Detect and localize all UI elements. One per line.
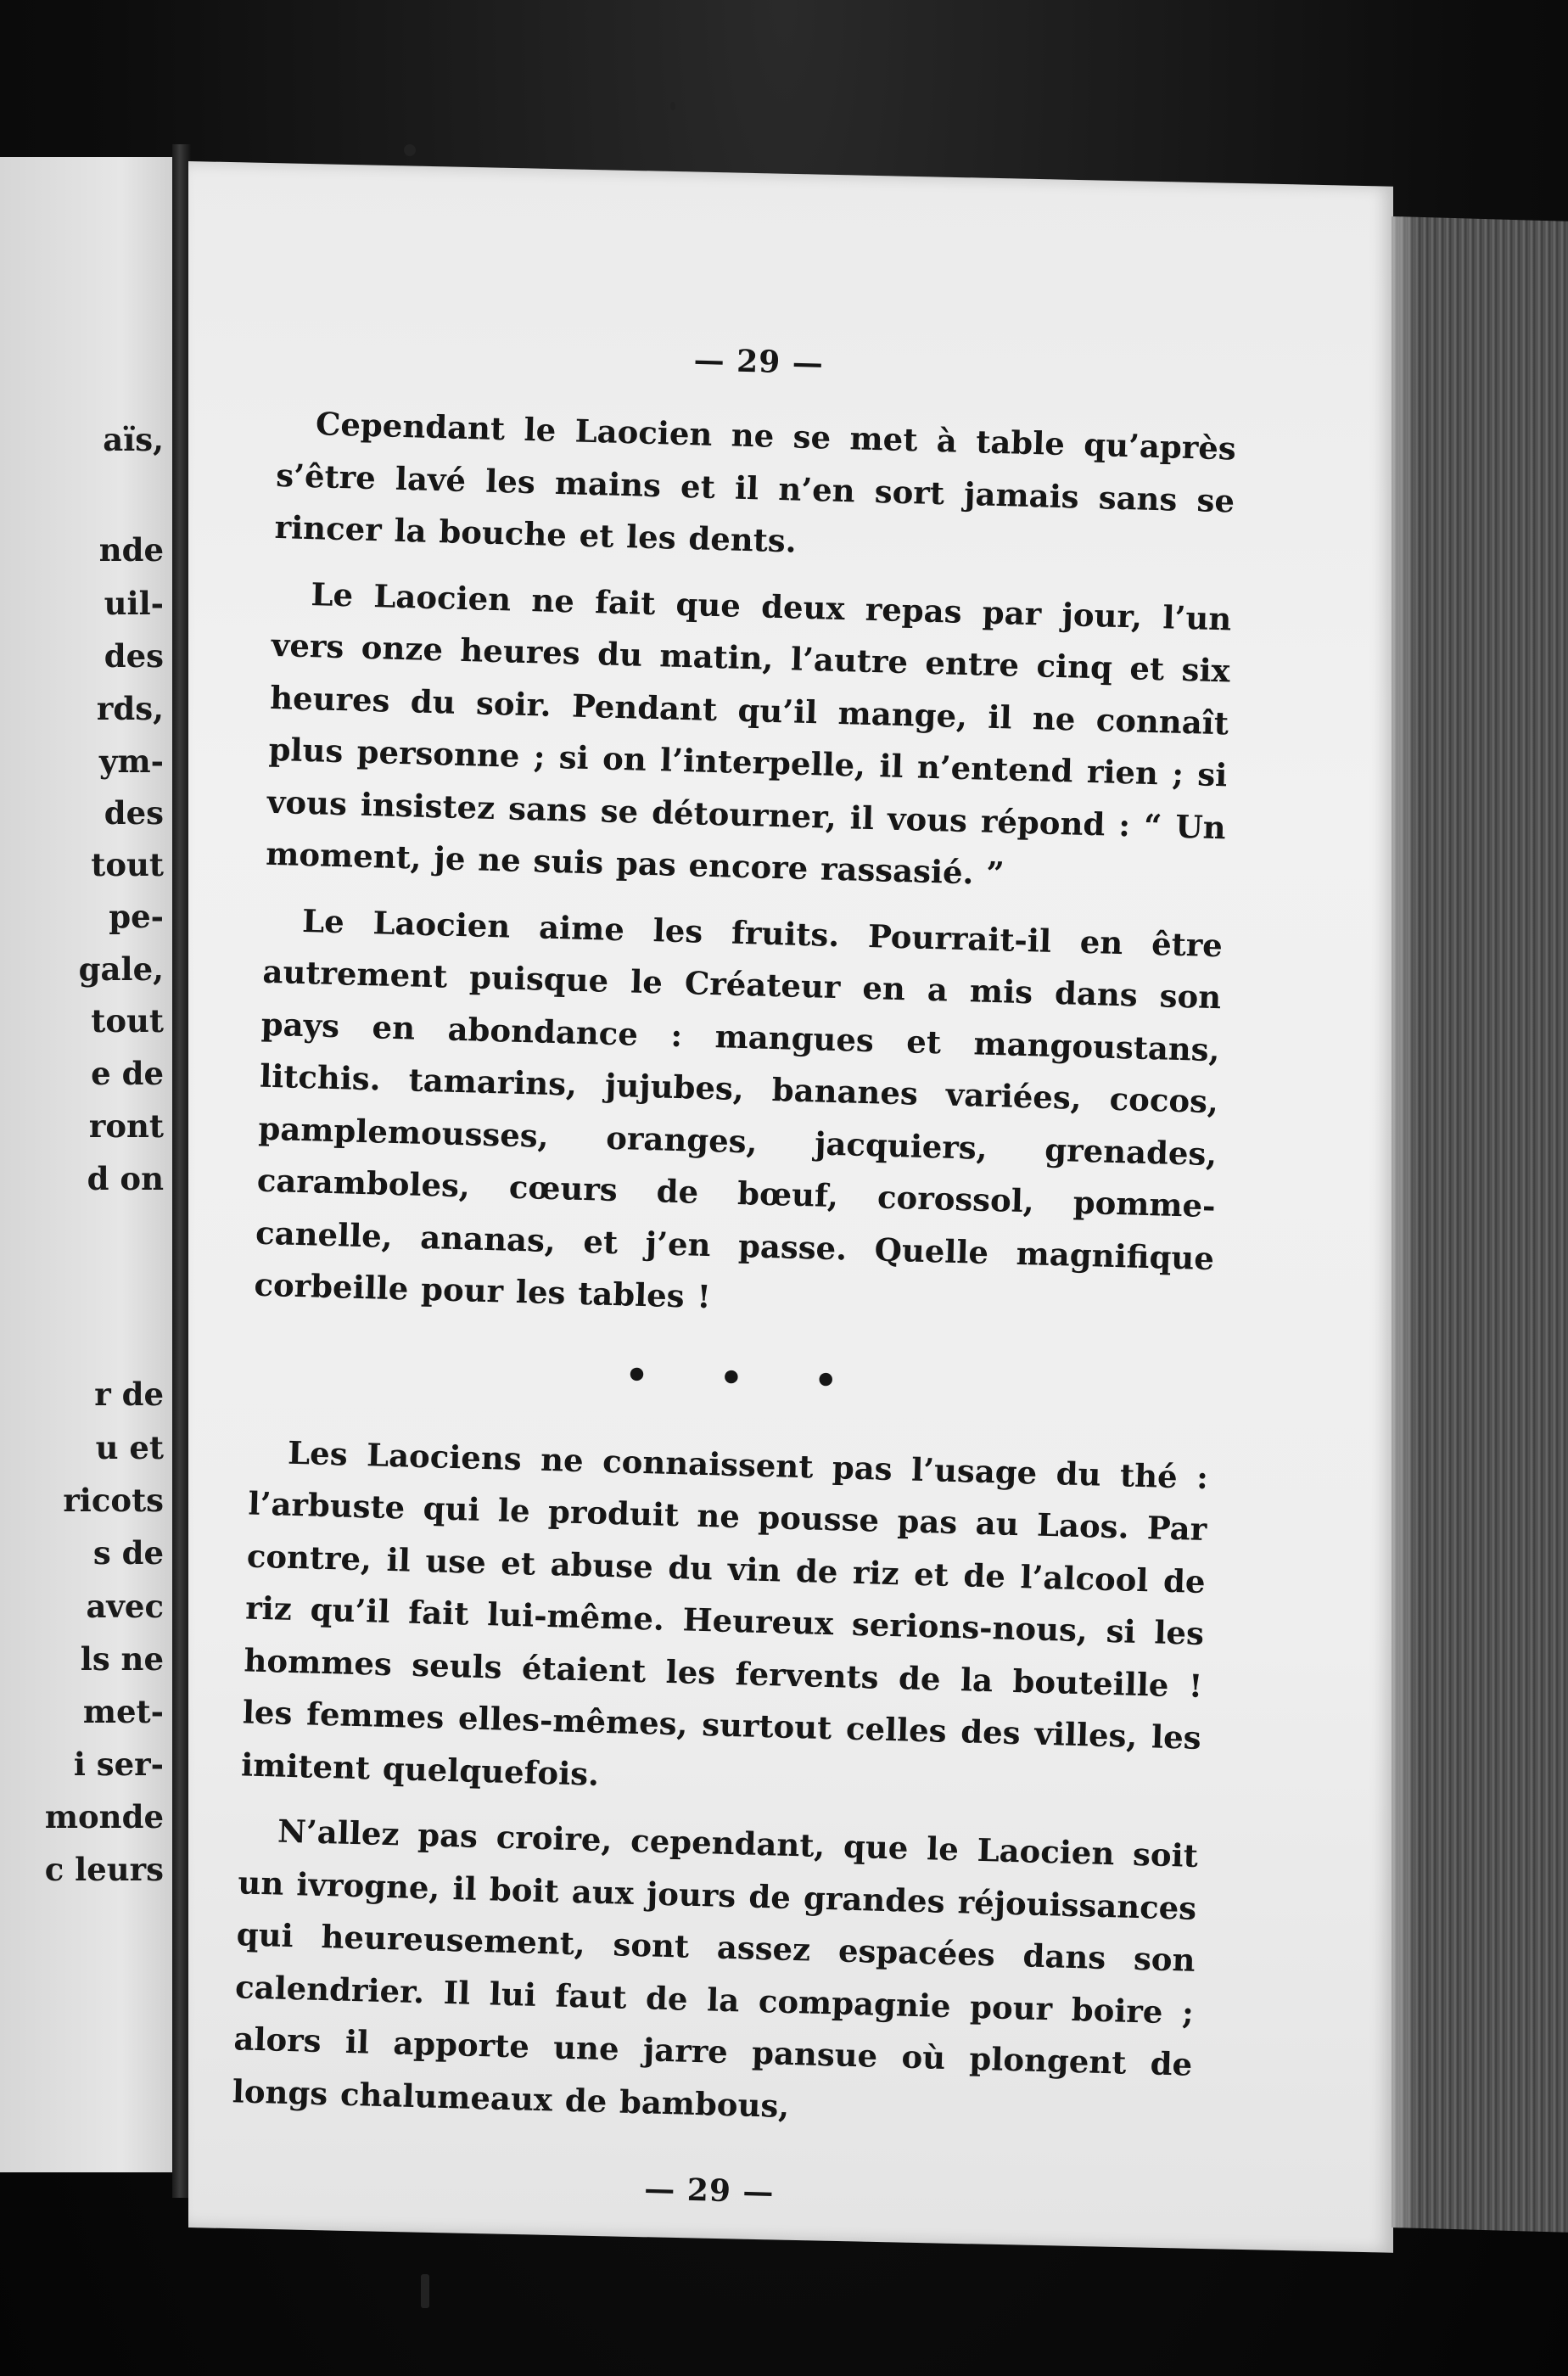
page-edges	[1392, 216, 1568, 2233]
paragraph: N’allez pas croire, cependant, que le Laocien soit un ivrogne, il boit aux jours de grandes réjouissances qui heureusement, sont assez espacées dans son calendrier. Il lui faut de la compagnie pour boire ; alors il apporte une jarre pansue où plongent de longs chalumeaux de bambous,	[232, 1812, 1199, 2125]
left-page-line: avec	[86, 1588, 164, 1625]
page-number-top: — 29 —	[693, 342, 825, 382]
left-page-line: ls ne	[80, 1640, 164, 1678]
left-page-line: s de	[92, 1534, 164, 1572]
left-page-line: aïs,	[103, 421, 164, 458]
left-page-line: tout	[91, 846, 164, 883]
left-page-line: d on	[87, 1160, 164, 1197]
left-page-line: gale,	[78, 950, 164, 988]
left-page-line: monde	[44, 1798, 164, 1835]
left-page-line: ym-	[98, 742, 164, 780]
page-text-block	[230, 331, 1239, 2222]
left-page-line: i ser-	[73, 1746, 164, 1783]
left-page-line: ricots	[63, 1482, 164, 1519]
left-page-line: ront	[88, 1107, 164, 1145]
left-page-line: nde	[98, 531, 164, 569]
paragraph: Les Laociens ne connaissent pas l’usage du thé : l’arbuste qui le produit ne pousse pas au Laos. Par contre, il use et abuse du vin de riz et de l’alcool de riz qu’il fait lui-même. Heureux serions-nous, si les hommes seuls étaient les fervents de la bouteille ! les femmes elles-mêmes, surtout celles des villes, les imitent quelquefois.	[240, 1433, 1209, 1793]
left-page-line: rds,	[96, 690, 164, 727]
left-page-line: pe-	[109, 898, 164, 935]
left-page-line: uil-	[104, 585, 164, 622]
section-separator: • • •	[624, 1353, 867, 1404]
left-page-line: des	[104, 794, 164, 832]
scan-speck	[404, 144, 416, 156]
left-page-fragment	[0, 157, 174, 2172]
scan-speck	[585, 8, 592, 19]
left-page-line: met-	[82, 1693, 164, 1730]
left-page-line: e de	[91, 1055, 164, 1092]
page-edge-highlight	[1392, 216, 1417, 2228]
scan-speck	[421, 2274, 429, 2308]
left-page-line: c leurs	[44, 1851, 164, 1888]
paragraph: Le Laocien aime les fruits. Pourrait-il en être autrement puisque le Créateur en a mis dans son pays en abondance : mangues et mangoustans, litchis. tamarins, jujubes, bananes variées, cocos, pamplemousses, oranges, jacquiers, grenades, caramboles, cœurs de bœuf, corossol, pomme-canelle, ananas, et j’en passe. Quelle magnifique corbeille pour les tables !	[254, 901, 1224, 1316]
scan-speck	[670, 102, 675, 110]
paragraph: Le Laocien ne fait que deux repas par jour, l’un vers onze heures du matin, l’autre entre cinq et six heures du soir. Pendant qu’il mange, il ne connaît plus personne ; si on l’interpelle, il n’entend rien ; si vous insistez sans se détourner, il vous répond : “ Un moment, je ne suis pas encore rassasié. ”	[265, 574, 1232, 893]
left-page-line: tout	[91, 1002, 164, 1040]
page-number-bottom: — 29 —	[643, 2171, 776, 2211]
paragraph: Cependant le Laocien ne se met à table qu’après s’être lavé les mains et il n’en sort jamais sans se rincer la bouche et les dents.	[274, 405, 1237, 560]
left-page-line: r de	[94, 1376, 164, 1413]
left-page-line: des	[104, 637, 164, 675]
left-page-line: u et	[95, 1429, 164, 1466]
